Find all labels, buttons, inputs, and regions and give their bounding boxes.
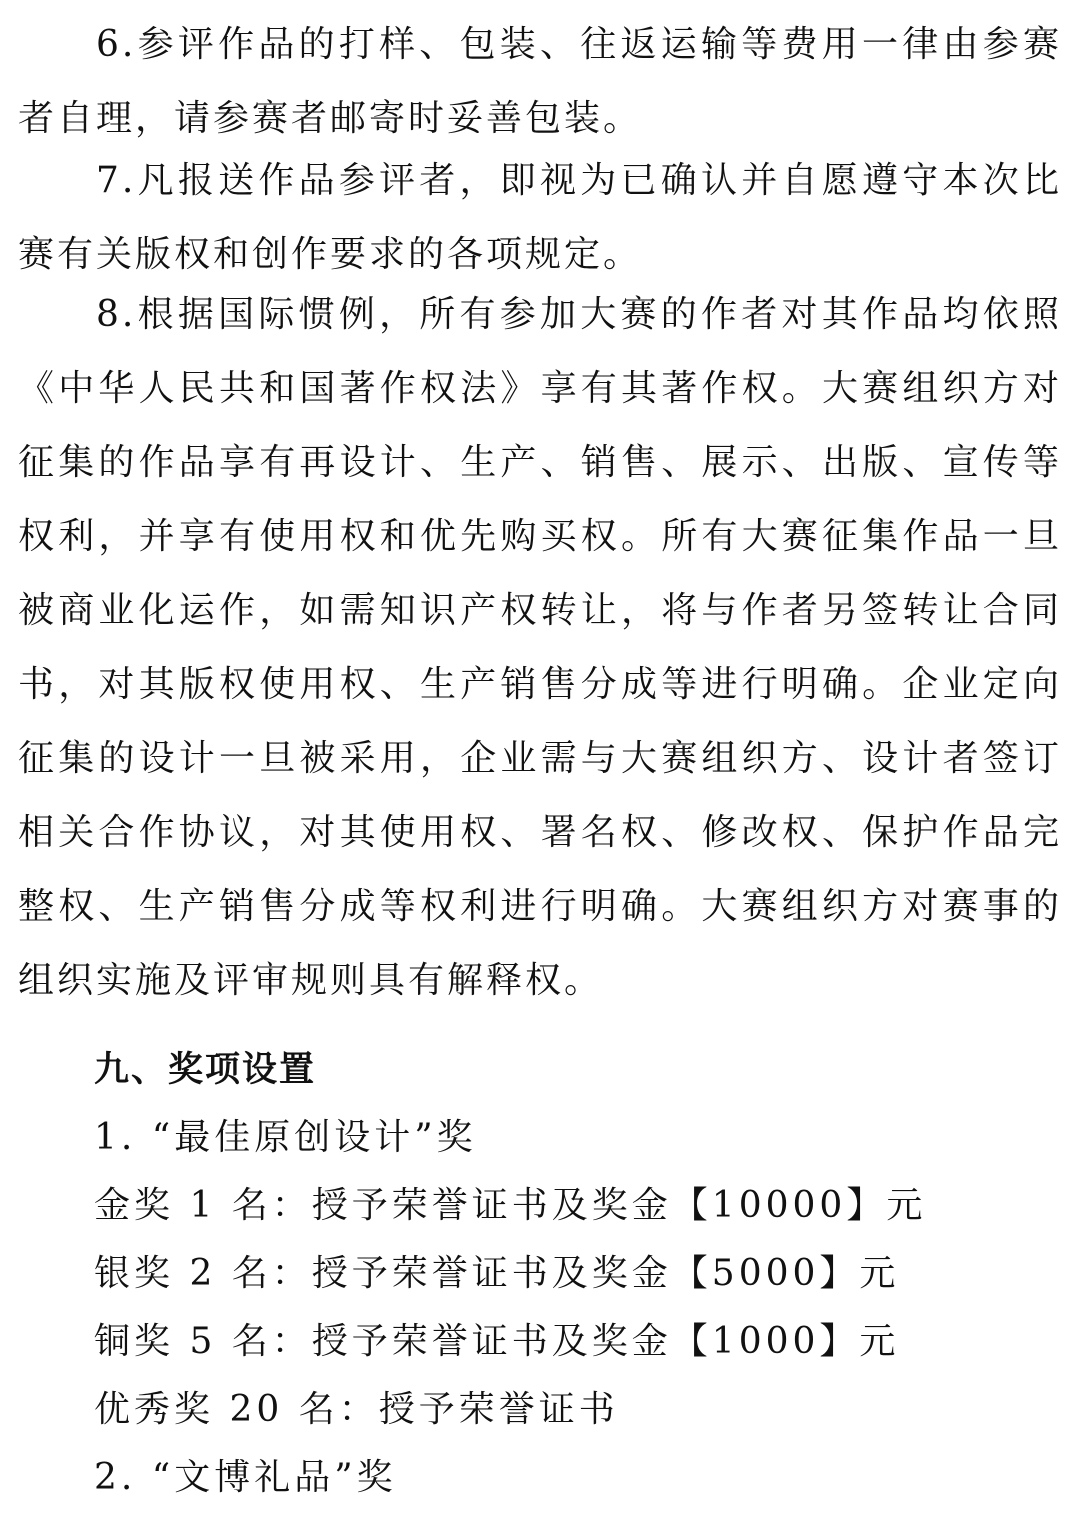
award-excellent-line: 优秀奖 20 名：授予荣誉证书 [94, 1389, 619, 1430]
paragraph-item-6: 6.参评作品的打样、包装、往返运输等费用一律由参赛者自理，请参赛者邮寄时妥善包装。 [18, 24, 1062, 139]
award-bronze-line: 铜奖 5 名：授予荣誉证书及奖金【1000】元 [94, 1321, 900, 1362]
award-category-cultural-gift: 2. “文博礼品”奖 [94, 1457, 397, 1498]
section-heading-awards: 九、奖项设置 [94, 1050, 317, 1090]
award-silver-line: 银奖 2 名：授予荣誉证书及奖金【5000】元 [94, 1253, 900, 1294]
award-gold-line: 金奖 1 名：授予荣誉证书及奖金【10000】元 [94, 1185, 927, 1226]
paragraph-item-8: 8.根据国际惯例，所有参加大赛的作者对其作品均依照《中华人民共和国著作权法》享有其著作权。大赛组织方对征集的作品享有再设计、生产、销售、展示、出版、宣传等权利，并享有使用权和优先购买权。所有大赛征集作品一旦被商业化运作，如需知识产权转让，将与作者另签转让合同书，对其版权使用权、生产销售分成等进行明确。企业定向征集的设计一旦被采用，企业需与大赛组织方、设计者签订相关合作协议，对其使用权、署名权、修改权、保护作品完整权、生产销售分成等权利进行明确。大赛组织方对赛事的组织实施及评审规则具有解释权。 [18, 294, 1062, 1001]
award-category-best-original-design: 1. “最佳原创设计”奖 [94, 1117, 477, 1158]
paragraph-item-7: 7.凡报送作品参评者，即视为已确认并自愿遵守本次比赛有关版权和创作要求的各项规定。 [18, 160, 1062, 275]
